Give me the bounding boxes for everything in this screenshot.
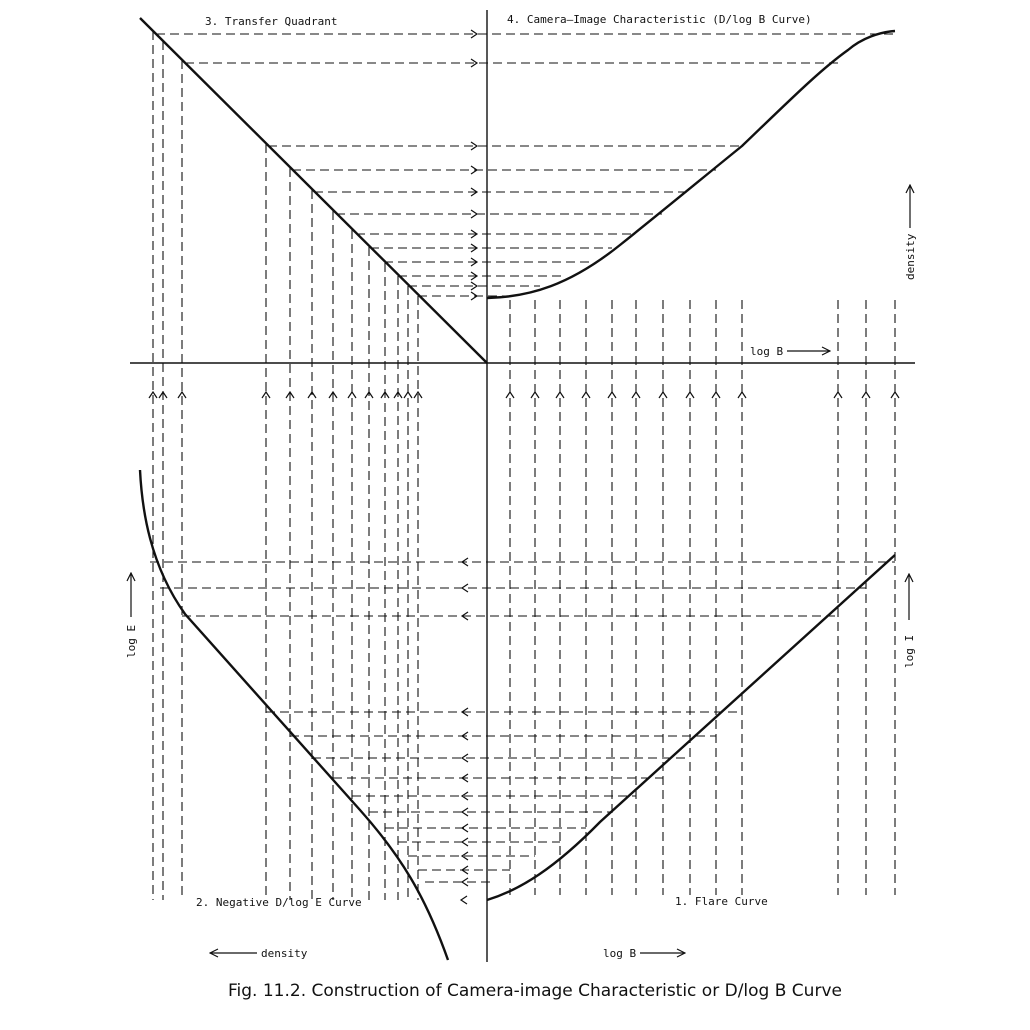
left-arrow-chevron	[462, 584, 468, 592]
left-arrow-chevron	[462, 838, 468, 846]
quadrant-3-label: 3. Transfer Quadrant	[205, 15, 338, 28]
up-arrow-chevron	[862, 392, 870, 398]
loge-label: log E	[125, 624, 138, 658]
logi-label: log I	[903, 634, 916, 668]
construction-lines	[150, 31, 895, 900]
up-arrow-chevron	[738, 392, 746, 398]
logb-bottom-label: log B	[603, 947, 637, 960]
left-arrow-chevron	[462, 824, 468, 832]
quadrant-4-label: 4. Camera–Image Characteristic (D/log B Curve)	[507, 13, 812, 26]
up-arrow-chevron	[506, 392, 514, 398]
logb-mid-label: log B	[750, 345, 784, 358]
density-bottom-label: density	[261, 947, 308, 960]
up-arrow-chevron	[404, 392, 412, 398]
d-log-b-curve	[487, 31, 895, 298]
up-arrow-chevron	[659, 392, 667, 398]
quadrant-2-label: 2. Negative D/log E Curve	[196, 896, 362, 909]
negative-d-log-e-curve	[140, 470, 448, 960]
quadrant-1-label: 1. Flare Curve	[675, 895, 768, 908]
up-arrow-chevron	[834, 392, 842, 398]
up-arrow-chevron	[686, 392, 694, 398]
up-arrow-chevron	[891, 392, 899, 398]
up-arrow-chevron	[348, 392, 356, 398]
figure-caption: Fig. 11.2. Construction of Camera-image Characteristic or D/log B Curve	[228, 981, 842, 1001]
flare-curve	[487, 555, 895, 900]
arrow-chevrons	[149, 30, 899, 904]
up-arrow-chevron	[531, 392, 539, 398]
curves	[140, 18, 895, 960]
up-arrow-chevron	[632, 392, 640, 398]
up-arrow-chevron	[556, 392, 564, 398]
right-arrow-chevron	[471, 210, 477, 218]
up-arrow-chevron	[582, 392, 590, 398]
up-arrow-chevron	[712, 392, 720, 398]
density-right-label: density	[904, 233, 917, 280]
up-arrow-chevron	[608, 392, 616, 398]
transfer-line	[140, 18, 487, 363]
left-arrow-chevron	[461, 896, 467, 904]
